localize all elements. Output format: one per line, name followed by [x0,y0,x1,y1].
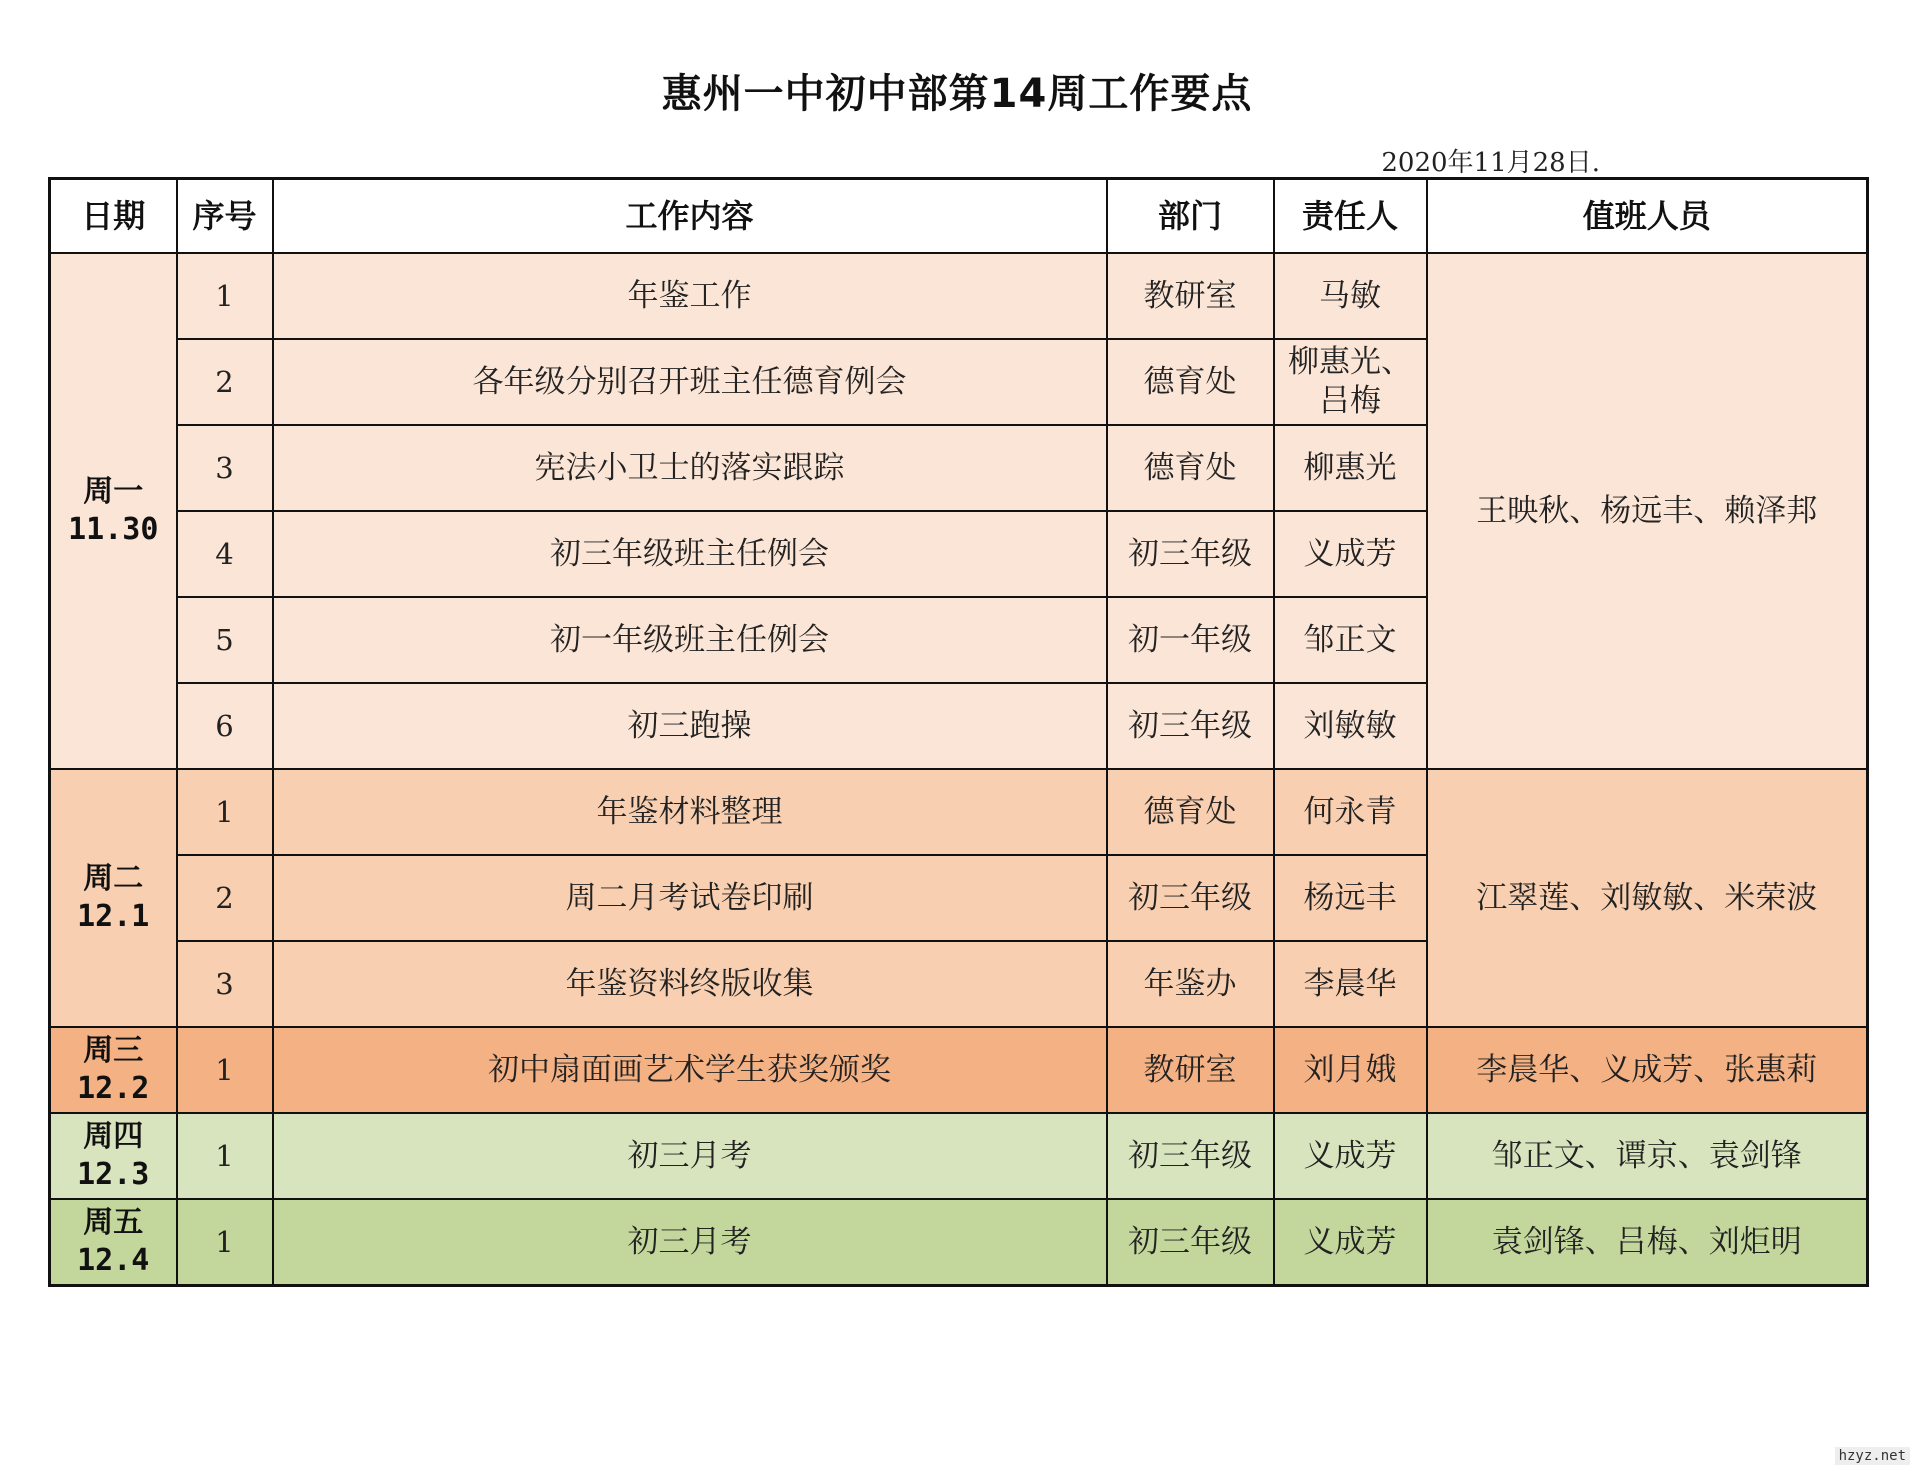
content-cell: 周二月考试卷印刷 [273,855,1107,941]
day-cell [50,1199,177,1286]
content-cell: 宪法小卫士的落实跟踪 [273,425,1107,511]
content-cell: 初三月考 [273,1199,1107,1286]
day-cell [50,1027,177,1113]
content-cell: 年鉴工作 [273,253,1107,339]
dept-cell: 教研室 [1107,253,1274,339]
header-duty: 值班人员 [1427,179,1868,254]
owner-line-2: 吕梅 [1319,383,1381,419]
page-title: 惠州一中初中部第14周工作要点 [661,71,1253,117]
dept-cell: 年鉴办 [1107,941,1274,1027]
table-row [50,1199,1868,1286]
table-row [50,1027,1868,1113]
seq-cell: 3 [177,941,273,1027]
issue-date: 2020年11月28日. [1381,148,1600,178]
owner-cell: 马敏 [1274,253,1427,339]
day-date: 12.4 [77,1243,150,1278]
owner-cell: 何永青 [1274,769,1427,855]
dept-cell: 初一年级 [1107,597,1274,683]
duty-cell: 袁剑锋、吕梅、刘炬明 [1427,1199,1868,1286]
seq-cell: 1 [177,1027,273,1113]
header-owner: 责任人 [1274,179,1427,254]
group-tuesday [50,769,1868,1027]
seq-cell: 1 [177,253,273,339]
dept-cell: 初三年级 [1107,683,1274,769]
seq-cell: 2 [177,855,273,941]
owner-cell: 杨远丰 [1274,855,1427,941]
group-friday [50,1199,1868,1286]
seq-cell: 6 [177,683,273,769]
seq-cell: 3 [177,425,273,511]
table-row [50,253,1868,339]
dept-cell: 德育处 [1107,339,1274,425]
seq-cell: 4 [177,511,273,597]
content-cell: 年鉴资料终版收集 [273,941,1107,1027]
owner-cell: 义成芳 [1274,1113,1427,1199]
group-wednesday [50,1027,1868,1113]
owner-cell: 义成芳 [1274,511,1427,597]
dept-cell: 教研室 [1107,1027,1274,1113]
header-date: 日期 [50,179,177,254]
duty-cell: 江翠莲、刘敏敏、米荣波 [1427,769,1868,1027]
day-cell [50,1113,177,1199]
duty-cell: 邹正文、谭京、袁剑锋 [1427,1113,1868,1199]
content-cell: 初中扇面画艺术学生获奖颁奖 [273,1027,1107,1113]
header-content: 工作内容 [273,179,1107,254]
day-name: 周一 [83,474,144,509]
dept-cell: 德育处 [1107,425,1274,511]
day-cell [50,253,177,769]
owner-cell: 刘月娥 [1274,1027,1427,1113]
table-row [50,1113,1868,1199]
duty-cell: 王映秋、杨远丰、赖泽邦 [1427,253,1868,769]
work-schedule-table [48,177,1869,1287]
seq-cell: 2 [177,339,273,425]
day-name: 周二 [83,861,144,896]
table-row [50,769,1868,855]
day-name: 周五 [83,1205,144,1240]
day-date: 11.30 [68,512,159,547]
dept-cell: 初三年级 [1107,1199,1274,1286]
day-cell [50,769,177,1027]
owner-cell: 邹正文 [1274,597,1427,683]
dept-cell: 德育处 [1107,769,1274,855]
duty-cell: 李晨华、义成芳、张惠莉 [1427,1027,1868,1113]
dept-cell: 初三年级 [1107,855,1274,941]
content-cell: 各年级分别召开班主任德育例会 [273,339,1107,425]
day-date: 12.1 [77,899,150,934]
header-row [50,179,1868,254]
content-cell: 初三月考 [273,1113,1107,1199]
content-cell: 年鉴材料整理 [273,769,1107,855]
day-date: 12.2 [77,1071,150,1106]
seq-cell: 5 [177,597,273,683]
group-monday [50,253,1868,769]
owner-cell: 义成芳 [1274,1199,1427,1286]
day-date: 12.3 [77,1157,150,1192]
owner-cell [1274,339,1427,425]
content-cell: 初一年级班主任例会 [273,597,1107,683]
owner-cell: 李晨华 [1274,941,1427,1027]
day-name: 周四 [83,1119,144,1154]
content-cell: 初三年级班主任例会 [273,511,1107,597]
header-seq: 序号 [177,179,273,254]
seq-cell: 1 [177,1113,273,1199]
dept-cell: 初三年级 [1107,1113,1274,1199]
content-cell: 初三跑操 [273,683,1107,769]
dept-cell: 初三年级 [1107,511,1274,597]
owner-line-1: 柳惠光、 [1288,344,1412,380]
group-thursday [50,1113,1868,1199]
seq-cell: 1 [177,1199,273,1286]
watermark: hzyz.net [1835,1447,1910,1465]
owner-cell: 刘敏敏 [1274,683,1427,769]
owner-cell: 柳惠光 [1274,425,1427,511]
header-dept: 部门 [1107,179,1274,254]
day-name: 周三 [83,1033,144,1068]
seq-cell: 1 [177,769,273,855]
